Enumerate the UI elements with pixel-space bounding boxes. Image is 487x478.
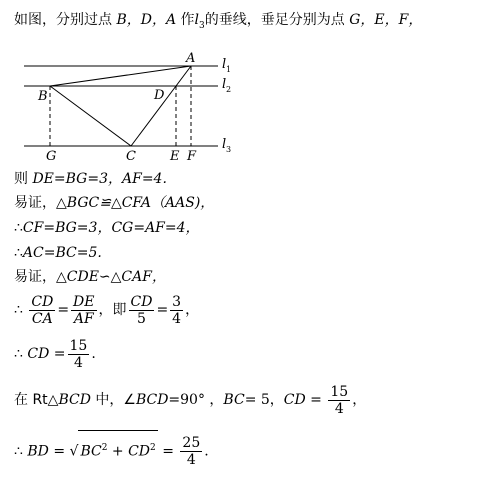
label-l2-sub: 2 <box>226 85 232 94</box>
step-7-lhs: CD <box>27 346 50 362</box>
step-8-triangle: BCD <box>58 392 91 408</box>
fraction-cd-5 <box>129 294 155 327</box>
radicand-bc: BC <box>80 443 102 460</box>
label-D: D <box>154 88 165 103</box>
step-2-prefix: 易证， <box>14 195 56 211</box>
label-G: G <box>46 149 57 164</box>
step-8-prefix: 在 Rt△ <box>14 392 59 408</box>
step-2-expr: △BGC≌△CFA（AAS)， <box>56 195 215 211</box>
step-4 <box>14 243 102 263</box>
label-B: B <box>38 89 48 104</box>
intro-points-2: G，E，F， <box>349 12 423 28</box>
step-9-lhs: BD <box>27 443 49 460</box>
radicand-cd: CD <box>128 443 151 460</box>
step-2 <box>14 193 214 213</box>
intro-text-a: 如图，分别过点 <box>14 12 112 28</box>
step-6 <box>14 293 199 327</box>
step-7 <box>14 337 96 371</box>
intro-line <box>14 10 422 36</box>
step-9-frac-num: 25 <box>182 435 201 452</box>
label-l3-sub: 3 <box>226 145 232 154</box>
radicand-bc-exp: 2 <box>101 443 108 453</box>
fraction-3-4 <box>170 294 183 327</box>
segment-BC <box>50 86 131 146</box>
step-1-expr: DE=BG=3，AF=4. <box>32 171 167 187</box>
label-F: F <box>187 149 197 164</box>
step-7-suffix: . <box>91 346 96 362</box>
label-E: E <box>170 149 180 164</box>
step-4-prefix: ∴ <box>14 245 23 261</box>
step-9-eq: = <box>48 443 70 460</box>
fraction-de-af <box>71 294 96 327</box>
label-l2: l <box>222 77 227 92</box>
step-7-frac-num: 15 <box>69 337 88 354</box>
fraction-2-den: AF <box>73 310 94 327</box>
step-3-prefix: ∴ <box>14 220 23 236</box>
step-8-cd: CD <box>283 392 306 408</box>
step-8-angle: BCD <box>135 392 169 408</box>
step-9-frac-den: 4 <box>186 452 196 469</box>
geometry-diagram <box>14 48 244 168</box>
label-C: C <box>126 149 136 164</box>
fraction-cd-value <box>328 384 350 417</box>
step-4-expr: AC=BC=5. <box>22 245 102 261</box>
label-l1: l <box>222 57 227 72</box>
segment-CA <box>131 66 191 146</box>
step-9-suffix: . <box>204 443 209 460</box>
step-7-eq: = <box>53 346 66 362</box>
step-8-frac-den: 4 <box>334 400 344 417</box>
step-3 <box>14 218 200 238</box>
step-6-mid: ，即 <box>98 302 127 318</box>
step-8-mid-2: =90° ， <box>168 392 224 408</box>
intro-text-b: 作 <box>180 12 195 28</box>
sqrt-radicand <box>78 430 157 469</box>
intro-text-c: 的垂线，垂足分别为点 <box>204 12 345 28</box>
intro-line-sub: 3 <box>199 20 205 31</box>
step-5 <box>14 267 166 287</box>
intro-points-1: B，D，A <box>116 12 177 28</box>
label-l3: l <box>222 137 227 152</box>
intro-line-var: l <box>194 12 200 28</box>
radicand-plus: + <box>107 443 129 460</box>
step-5-prefix: 易证， <box>14 269 56 285</box>
step-7-frac-den: 4 <box>73 354 83 371</box>
step-5-expr: △CDE∽△CAF， <box>56 269 166 285</box>
step-8 <box>14 383 366 417</box>
fraction-4-num: 3 <box>172 293 182 310</box>
step-1 <box>14 169 167 189</box>
label-A: A <box>186 51 196 66</box>
step-8-eq: = <box>305 392 327 408</box>
step-9 <box>14 430 209 469</box>
step-9-eq-2: = <box>157 443 179 460</box>
fraction-4-den: 4 <box>172 310 182 327</box>
step-8-mid-1: 中，∠ <box>90 392 136 408</box>
fraction-1-den: CA <box>31 310 53 327</box>
segment-BA <box>50 66 191 86</box>
step-1-prefix: 则 <box>14 171 33 187</box>
step-6-eq: = <box>57 302 70 318</box>
fraction-3-num: CD <box>130 293 153 310</box>
step-6-eq-2: = <box>156 302 169 318</box>
step-8-suffix: ， <box>352 392 367 408</box>
step-6-prefix: ∴ <box>14 302 23 318</box>
step-6-suffix: ， <box>185 302 200 318</box>
step-8-frac-num: 15 <box>330 383 349 400</box>
sqrt-sign: √ <box>69 443 79 460</box>
fraction-1-num: CD <box>31 293 54 310</box>
step-3-expr: CF=BG=3，CG=AF=4， <box>22 220 200 236</box>
radicand-cd-exp: 2 <box>150 443 156 453</box>
fraction-3-den: 5 <box>137 310 146 327</box>
fraction-25-4 <box>180 435 202 468</box>
step-7-prefix: ∴ <box>14 346 23 362</box>
fraction-cd-ca <box>29 294 55 327</box>
fraction-2-num: DE <box>73 293 95 310</box>
label-l1-sub: 1 <box>226 65 232 74</box>
step-8-mid-3: = 5， <box>244 392 284 408</box>
step-8-bc: BC <box>223 392 245 408</box>
fraction-15-4 <box>68 338 90 371</box>
step-9-prefix: ∴ <box>14 443 23 460</box>
